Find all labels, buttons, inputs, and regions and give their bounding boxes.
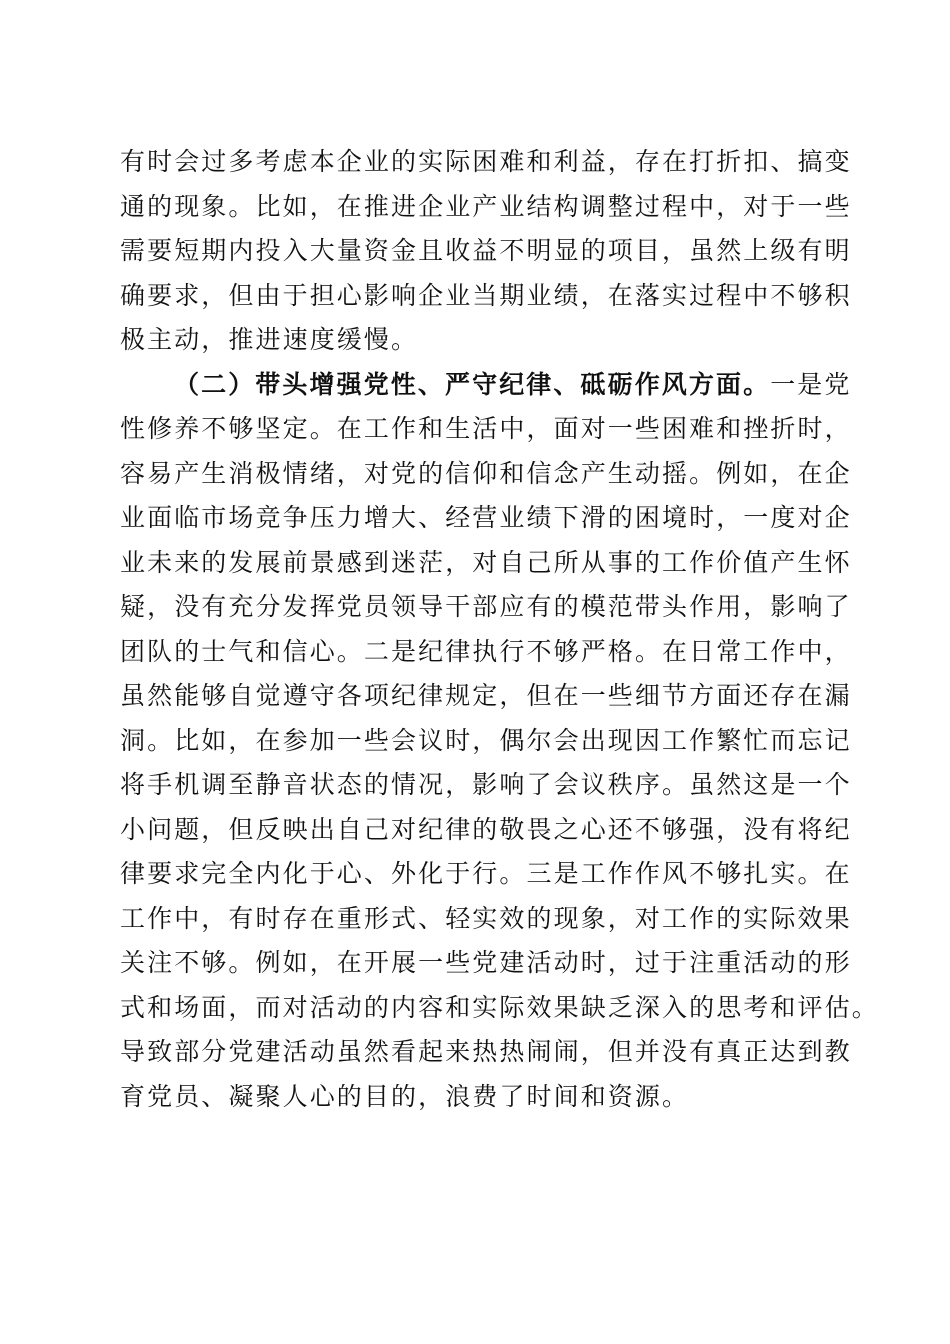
text-line: 通的现象。比如，在推进企业产业结构调整过程中，对于一些 (120, 191, 852, 221)
text-line: 洞。比如，在参加一些会议时，偶尔会出现因工作繁忙而忘记 (120, 725, 852, 755)
section-heading: （二）带头增强党性、严守纪律、砥砺作风方面。 (174, 369, 771, 399)
text-line: 工作中，有时存在重形式、轻实效的现象，对工作的实际效果 (120, 903, 852, 933)
text-line: 确要求，但由于担心影响企业当期业绩，在落实过程中不够积 (120, 280, 852, 310)
section-first-line (120, 363, 852, 408)
text-line: 式和场面，而对活动的内容和实际效果缺乏深入的思考和评估。 (120, 992, 879, 1022)
text-line: 导致部分党建活动虽然看起来热热闹闹，但并没有真正达到教 (120, 1037, 852, 1066)
text-line: 团队的士气和信心。二是纪律执行不够严格。在日常工作中， (120, 636, 852, 666)
text-line: 性修养不够坚定。在工作和生活中，面对一些困难和挫折时， (120, 414, 852, 443)
text-line: 将手机调至静音状态的情况，影响了会议秩序。虽然这是一个 (120, 770, 852, 799)
text-line: 虽然能够自觉遵守各项纪律规定，但在一些细节方面还存在漏 (120, 681, 852, 710)
text-line: 小问题，但反映出自己对纪律的敬畏之心还不够强，没有将纪 (120, 814, 852, 844)
text-line: 疑，没有充分发挥党员领导干部应有的模范带头作用，影响了 (120, 592, 852, 621)
text-line: 育党员、凝聚人心的目的，浪费了时间和资源。 (120, 1081, 690, 1111)
text-line: 业未来的发展前景感到迷茫，对自己所从事的工作价值产生怀 (120, 547, 852, 577)
section-first-line-rest: 一是党 (770, 369, 852, 399)
text-line: 容易产生消极情绪，对党的信仰和信念产生动摇。例如，在企 (120, 458, 852, 488)
text-line: 有时会过多考虑本企业的实际困难和利益，存在打折扣、搞变 (120, 147, 852, 176)
text-line: 极主动，推进速度缓慢。 (120, 325, 419, 354)
text-line: 关注不够。例如，在开展一些党建活动时，过于注重活动的形 (120, 948, 852, 977)
text-line: 需要短期内投入大量资金且收益不明显的项目，虽然上级有明 (120, 236, 852, 265)
text-line: 业面临市场竞争压力增大、经营业绩下滑的困境时，一度对企 (120, 503, 852, 532)
text-line: 律要求完全内化于心、外化于行。三是工作作风不够扎实。在 (120, 859, 852, 888)
body-text (120, 140, 879, 1119)
